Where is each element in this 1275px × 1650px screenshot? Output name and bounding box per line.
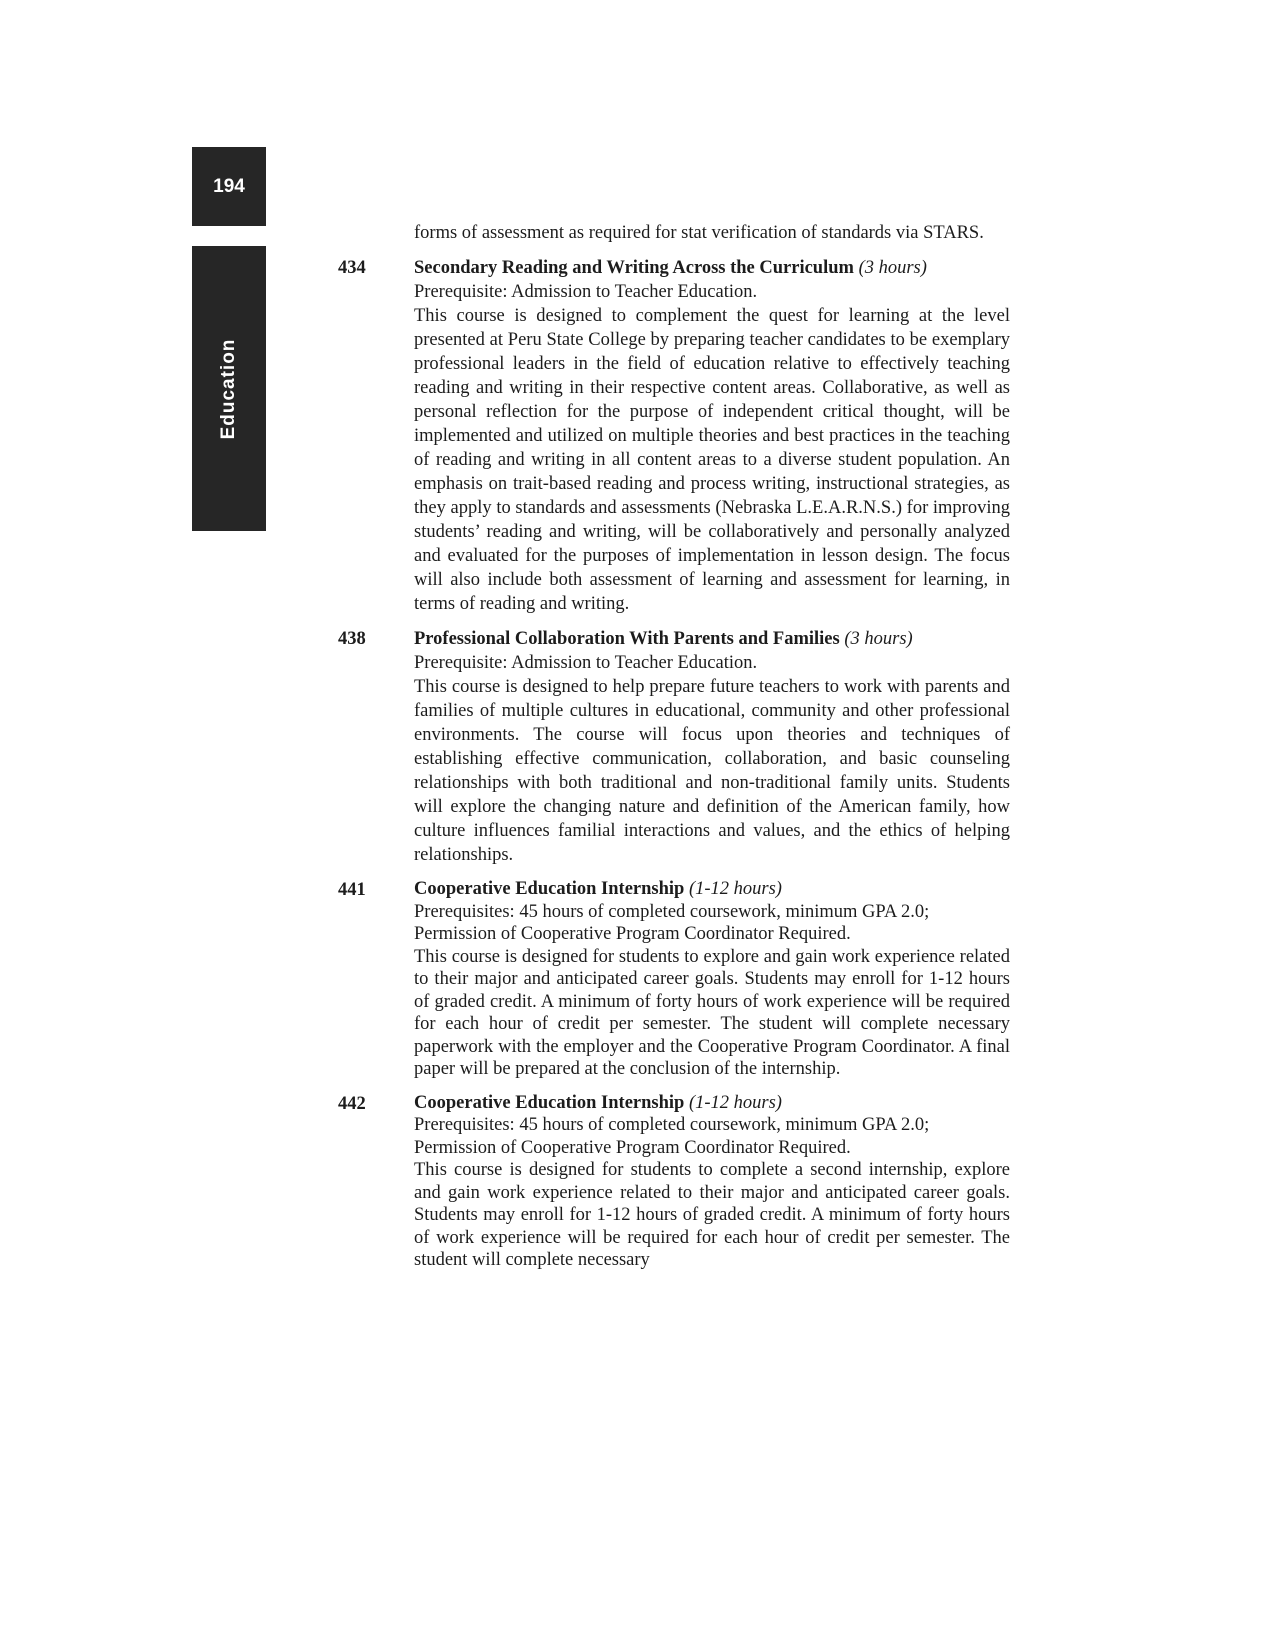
course-description: This course is designed to complement the quest for learning at the level presented at Peru State College by preparing teacher candidates to be exemplary professional leaders in the field of education relative to effectively teaching reading and writing in their respective content areas. Collaborative, as well as personal reflection for the purpose of independent critical thought, will be implemented and utilized on multiple theories and best practices in the teaching of reading and writing in all content areas to a diverse student population. An emphasis on trait-based reading and process writing, instructional strategies, as they apply to standards and assessments (Nebraska L.E.A.R.N.S.) for improving students’ reading and writing, will be collaboratively and personally analyzed and evaluated for the purposes of implementation in lesson design. The focus will also include both assessment of learning and assessment for learning, in terms of reading and writing. xyxy=(414,306,1010,614)
course-listing xyxy=(338,221,1010,1272)
course-number: 438 xyxy=(338,629,366,649)
section-label: Education xyxy=(218,338,239,439)
course-description: This course is designed for students to complete a second internship, explore and gain work experience related to their major and anticipated career goals. Students may enroll for 1-12 hours of graded credit. A minimum of forty hours of work experience will be required for each hour of credit per semester. The student will complete necessary xyxy=(414,1160,1010,1270)
course-entry-438 xyxy=(338,627,1010,867)
section-tab xyxy=(192,246,266,531)
course-number: 441 xyxy=(338,880,366,900)
course-prerequisite: Prerequisite: Admission to Teacher Education. xyxy=(414,653,758,673)
course-title: Professional Collaboration With Parents and Families xyxy=(414,629,840,649)
course-entry-434 xyxy=(338,256,1010,616)
course-title: Secondary Reading and Writing Across the Curriculum xyxy=(414,258,854,278)
course-hours: (3 hours) xyxy=(858,258,927,278)
course-description: This course is designed for students to explore and gain work experience related to their major and anticipated career goals. Students may enroll for 1-12 hours of graded credit. A minimum of forty hours of work experience will be required for each hour of credit per semester. The student will complete necessary paperwork with the employer and the Cooperative Program Coordinator. A final paper will be prepared at the conclusion of the internship. xyxy=(414,946,1010,1079)
course-hours: (1-12 hours) xyxy=(688,879,782,899)
course-prerequisite: Prerequisites: 45 hours of completed coursework, minimum GPA 2.0; Permission of Cooperative Program Coordinator Required. xyxy=(414,1115,930,1158)
page-number: 194 xyxy=(213,175,245,197)
course-heading xyxy=(414,1092,1010,1115)
course-entry-441 xyxy=(338,878,1010,1081)
page-number-tab xyxy=(192,147,266,226)
course-description: This course is designed to help prepare future teachers to work with parents and families of multiple cultures in educational, community and other professional environments. The course will focus upon theories and techniques of establishing effective communication, collaboration, and basic counseling relationships with both traditional and non-traditional family units. Students will explore the changing nature and definition of the American family, how culture influences familial interactions and values, and the ethics of helping relationships. xyxy=(414,677,1010,865)
course-heading xyxy=(414,256,1010,280)
continuation-paragraph: forms of assessment as required for stat verification of standards via STARS. xyxy=(414,223,984,243)
course-title: Cooperative Education Internship xyxy=(414,1092,685,1113)
course-number: 442 xyxy=(338,1093,366,1114)
course-entry-442 xyxy=(338,1092,1010,1272)
course-heading xyxy=(414,627,1010,651)
course-title: Cooperative Education Internship xyxy=(414,879,685,899)
course-prerequisite: Prerequisite: Admission to Teacher Education. xyxy=(414,282,758,302)
course-prerequisite: Prerequisites: 45 hours of completed coursework, minimum GPA 2.0; Permission of Cooperative Program Coordinator Required. xyxy=(414,901,930,944)
course-hours: (3 hours) xyxy=(844,629,913,649)
course-hours: (1-12 hours) xyxy=(688,1092,782,1113)
course-number: 434 xyxy=(338,258,366,278)
course-heading xyxy=(414,878,1010,901)
